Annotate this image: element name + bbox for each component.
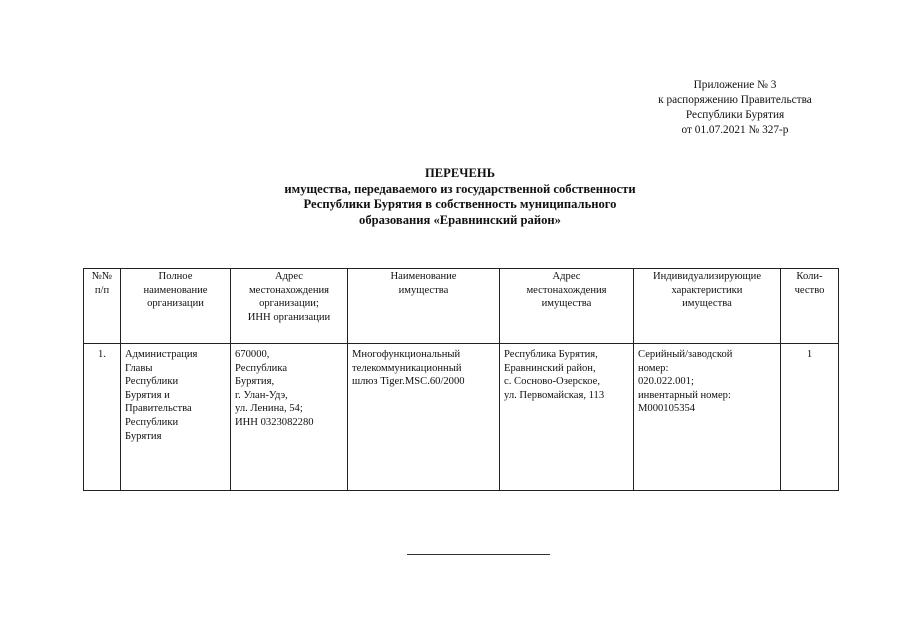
header-item-address: Адрес местонахождения имущества (500, 269, 634, 344)
title-line: образования «Еравнинский район» (359, 212, 561, 227)
cell-number: 1. (84, 344, 121, 491)
title-line: имущества, передаваемого из государственной собственности (284, 181, 636, 196)
appendix-line: к распоряжению Правительства (658, 94, 812, 106)
cell-item-name: Многофункциональный телекоммуникационный шлюз Tiger.MSC.60/2000 (348, 344, 500, 491)
cell-characteristics: Серийный/заводской номер: 020.022.001; инвентарный номер: М000105354 (634, 344, 781, 491)
cell-quantity: 1 (781, 344, 839, 491)
header-item-name: Наименование имущества (348, 269, 500, 344)
document-title (200, 166, 720, 228)
table-header-row (84, 269, 839, 344)
cell-item-address: Республика Бурятия, Еравнинский район, с. Сосново-Озерское, ул. Первомайская, 113 (500, 344, 634, 491)
header-org-name: Полное наименование организации (121, 269, 231, 344)
appendix-line: от 01.07.2021 № 327-р (681, 124, 789, 136)
header-quantity: Коли- чество (781, 269, 839, 344)
header-characteristics: Индивидуализирующие характеристики имущества (634, 269, 781, 344)
end-separator-line (407, 554, 550, 555)
header-number: №№ п/п (84, 269, 121, 344)
appendix-line: Приложение № 3 (693, 79, 777, 91)
appendix-line: Республики Бурятия (685, 109, 785, 121)
cell-org-name: Администрация Главы Республики Бурятия и Правительства Республики Бурятия (121, 344, 231, 491)
title-line: Республики Бурятия в собственность муниципального (303, 197, 617, 211)
header-org-address: Адрес местонахождения организации; ИНН организации (231, 269, 348, 344)
appendix-reference (620, 78, 850, 138)
cell-org-address: 670000, Республика Бурятия, г. Улан-Удэ, ул. Ленина, 54; ИНН 0323082280 (231, 344, 348, 491)
title-line: ПЕРЕЧЕНЬ (424, 166, 496, 180)
table-row (84, 344, 839, 491)
property-table (83, 268, 839, 491)
